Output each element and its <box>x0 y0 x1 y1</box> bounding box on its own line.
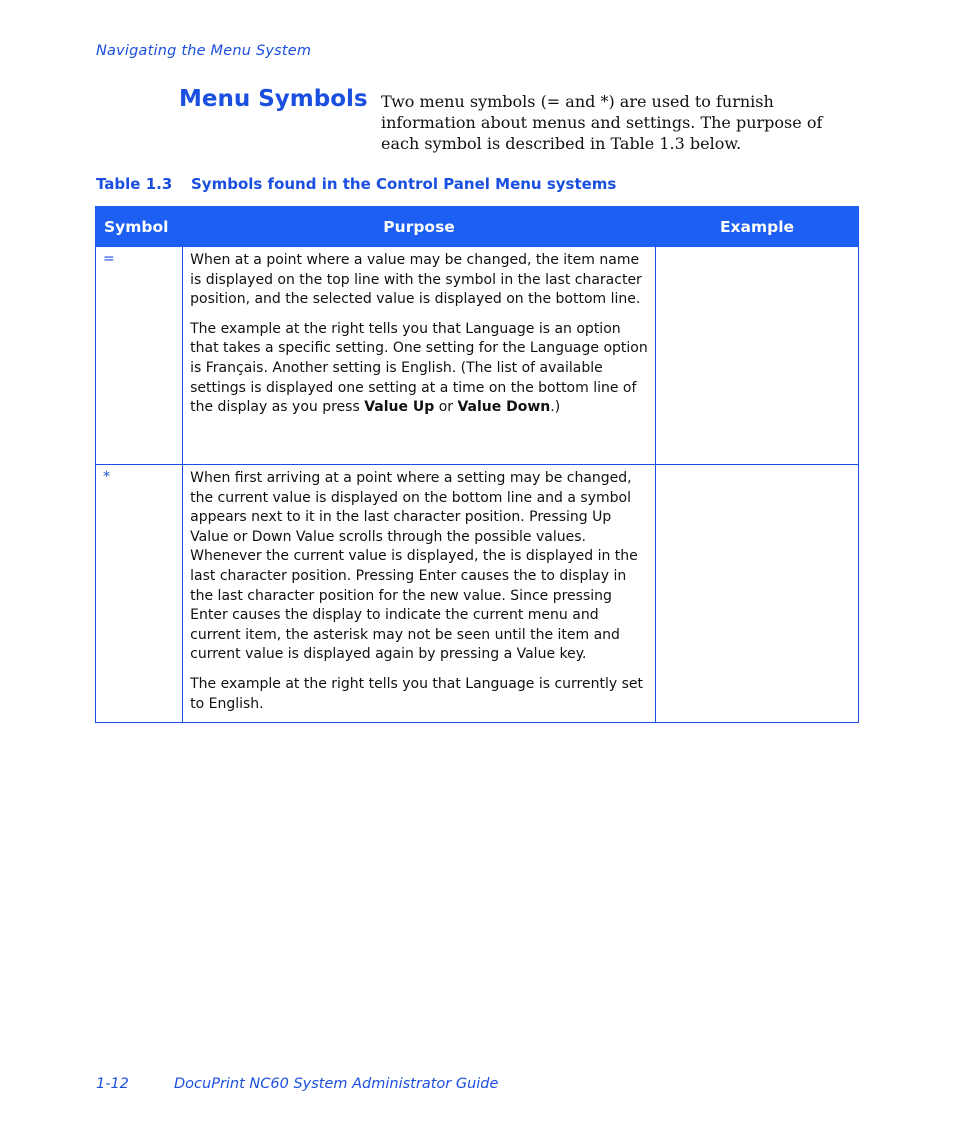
purpose-paragraph: When at a point where a value may be changed, the item name is displayed on the top line with the symbol in the last character position, and the selected value is displayed on the bottom line. <box>190 252 642 308</box>
example-cell <box>656 465 859 723</box>
table-caption-number: Table 1.3 <box>96 175 173 193</box>
table-row <box>96 465 859 723</box>
example-cell <box>656 247 859 465</box>
header-purpose: Purpose <box>183 207 656 247</box>
key-value-up: Value Up <box>364 399 435 416</box>
table-caption-title: Symbols found in the Control Panel Menu systems <box>191 175 617 193</box>
purpose-text: .) <box>550 399 561 416</box>
purpose-text: or <box>434 399 458 416</box>
key-value-down: Value Down <box>457 399 551 416</box>
header-symbol: Symbol <box>96 207 183 247</box>
symbols-table <box>95 206 859 723</box>
purpose-paragraph: The example at the right tells you that Language is currently set to English. <box>190 675 643 712</box>
book-title: DocuPrint NC60 System Administrator Guide <box>174 1076 499 1092</box>
purpose-text: The example at the right tells you that Language is an option that takes a specific setting. One setting for the Language option is Français. Another setting is English. (The list of available settings is displayed one setting at a time on the bottom line of the display as you press <box>190 320 648 416</box>
page-number: 1-12 <box>96 1076 129 1092</box>
table-caption <box>96 175 616 193</box>
symbol-cell: * <box>96 465 183 723</box>
symbol-cell: = <box>96 247 183 465</box>
header-example: Example <box>656 207 859 247</box>
purpose-paragraph <box>190 320 648 418</box>
purpose-cell <box>183 465 656 723</box>
section-title: Menu Symbols <box>179 86 368 112</box>
table-row <box>96 247 859 465</box>
running-header: Navigating the Menu System <box>96 43 312 59</box>
running-footer <box>96 1076 498 1092</box>
table-header-row <box>96 207 859 247</box>
purpose-paragraph: When first arriving at a point where a setting may be changed, the current value is displayed on the bottom line and a symbol appears next to it in the last character position. Pressing Up Value or Down Value scrolls through the possible values. Whenever the current value is displayed, the is displayed in the last character position. Pressing Enter causes the to display in the last character position for the new value. Since pressing Enter causes the display to indicate the current menu and current item, the asterisk may not be seen until the item and current value is displayed again by pressing a Value key. <box>190 470 638 663</box>
intro-paragraph: Two menu symbols (= and *) are used to furnish information about menus and settings. The purpose of each symbol is described in Table 1.3 below. <box>381 92 823 153</box>
purpose-cell <box>183 247 656 465</box>
